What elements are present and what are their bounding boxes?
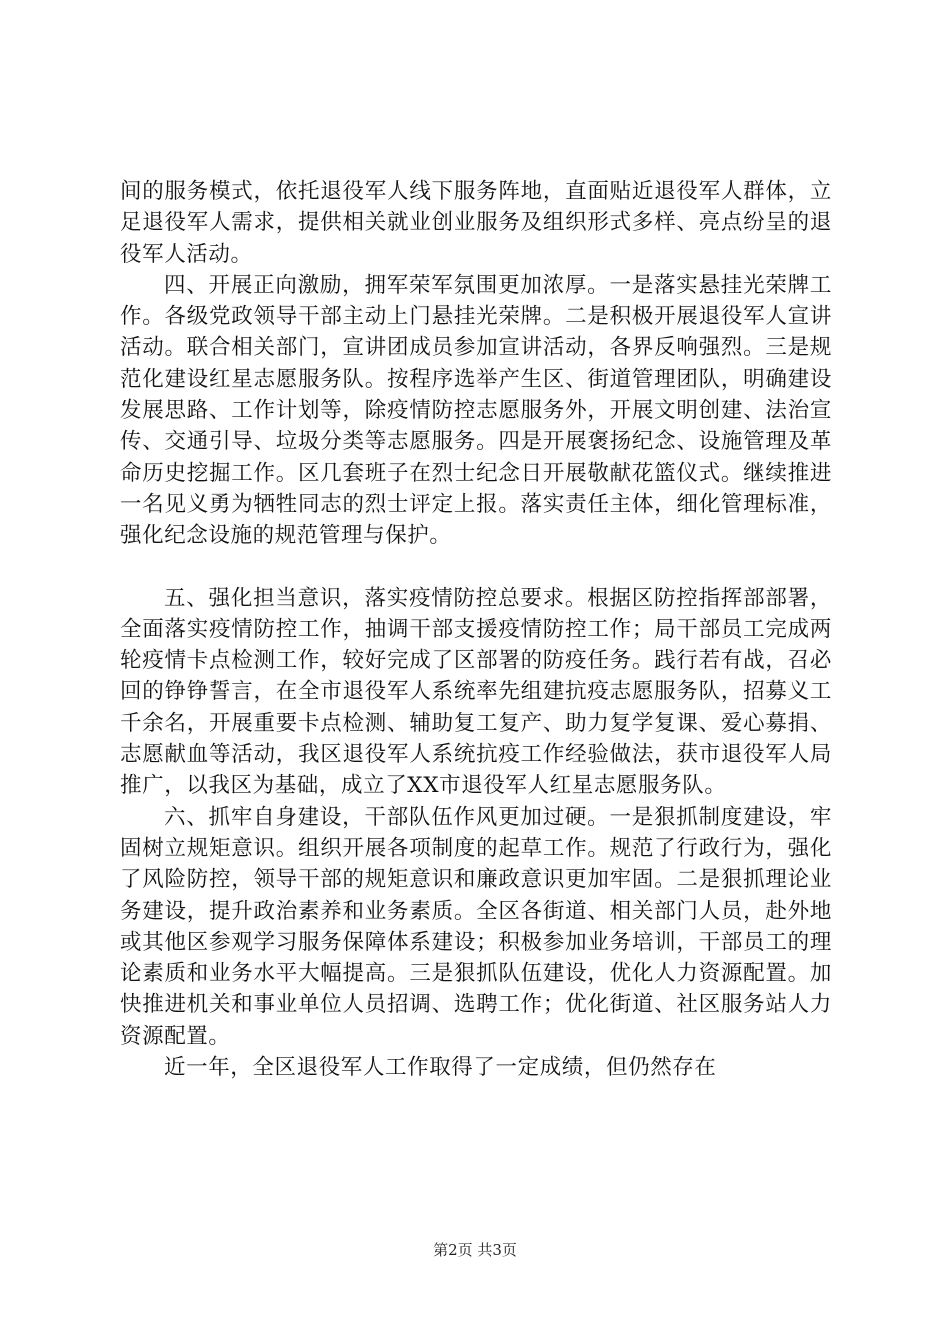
paragraph-section-four: 四、开展正向激励，拥军荣军氛围更加浓厚。一是落实悬挂光荣牌工作。各级党政领导干部主动上门悬挂光荣牌。二是积极开展退役军人宣讲活动。联合相关部门，宣讲团成员参加宣讲活动，各界反响强烈。三是规范化建设红星志愿服务队。按程序选举产生区、街道管理团队，明确建设发展思路、工作计划等，除疫情防控志愿服务外，开展文明创建、法治宣传、交通引导、垃圾分类等志愿服务。四是开展褒扬纪念、设施管理及革命历史挖掘工作。区几套班子在烈士纪念日开展敬献花篮仪式。继续推进一名见义勇为牺牲同志的烈士评定上报。落实责任主体，细化管理标准，强化纪念设施的规范管理与保护。 (120, 272, 832, 549)
paragraph-section-six: 六、抓牢自身建设，干部队伍作风更加过硬。一是狠抓制度建设，牢固树立规矩意识。组织开展各项制度的起草工作。规范了行政行为，强化了风险防控，领导干部的规矩意识和廉政意识更加牢固。二是狠抓理论业务建设，提升政治素养和业务素质。全区各街道、相关部门人员，赴外地或其他区参观学习服务保障体系建设；积极参加业务培训，干部员工的理论素质和业务水平大幅提高。三是狠抓队伍建设，优化人力资源配置。加快推进机关和事业单位人员招调、选聘工作；优化街道、社区服务站人力资源配置。 (120, 804, 832, 1049)
paragraph-section-five: 五、强化担当意识，落实疫情防控总要求。根据区防控指挥部部署，全面落实疫情防控工作，抽调干部支援疫情防控工作；局干部员工完成两轮疫情卡点检测工作，较好完成了区部署的防疫任务。践行若有战，召必回的铮铮誓言，在全市退役军人系统率先组建抗疫志愿服务队，招募义工千余名，开展重要卡点检测、辅助复工复产、助力复学复课、爱心募捐、志愿献血等活动，我区退役军人系统抗疫工作经验做法，获市退役军人局推广，以我区为基础，成立了XX市退役军人红星志愿服务队。 (120, 585, 832, 799)
page-footer: 第2页 共3页 (433, 1241, 517, 1259)
paragraph-continuation: 间的服务模式，依托退役军人线下服务阵地，直面贴近退役军人群体，立足退役军人需求，提供相关就业创业服务及组织形式多样、亮点纷呈的退役军人活动。 (120, 179, 832, 267)
paragraph-summary: 近一年，全区退役军人工作取得了一定成绩，但仍然存在 (164, 1055, 717, 1081)
document-body (120, 176, 832, 1083)
